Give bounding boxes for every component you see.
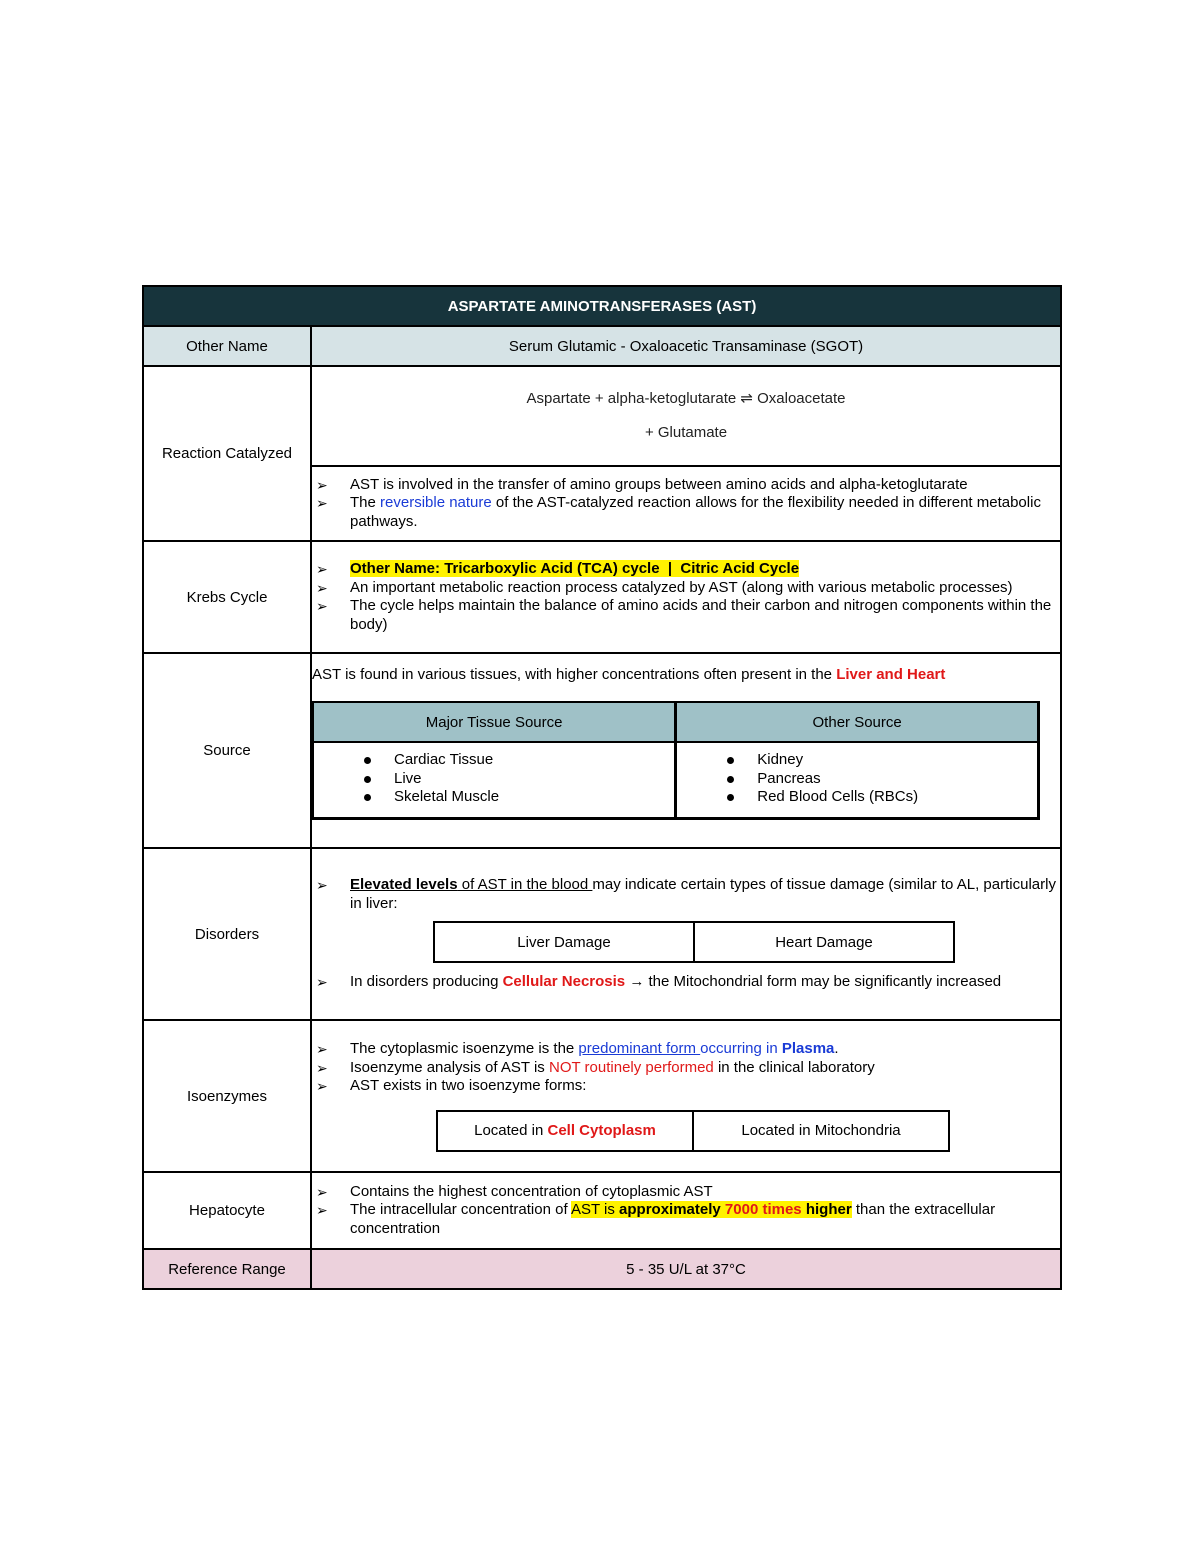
reversible-nature-text: reversible nature [380, 494, 492, 512]
hepatocyte-bullets [312, 1183, 1060, 1239]
reaction-label: Reaction Catalyzed [143, 366, 311, 541]
mitochondria-box: Located in Mitochondria [693, 1111, 949, 1151]
table-title: ASPARTATE AMINOTRANSFERASES (AST) [143, 286, 1061, 326]
equation-line-2: + Glutamate [644, 424, 728, 441]
reference-value: 5 - 35 U/L at 37°C [311, 1249, 1061, 1289]
list-item: ➢ The intracellular concentration of AST is approximately 7000 times higher than the extracellular concentration [350, 1201, 1060, 1238]
list-item: ➢ AST is involved in the transfer of amino groups between amino acids and alpha-ketoglutarate [350, 476, 1060, 495]
ast-document [142, 285, 1060, 1290]
other-name-row [143, 326, 1061, 366]
equation-line-1: Aspartate + alpha-ketoglutarate ⇌ Oxaloacetate [526, 390, 846, 407]
source-row [143, 653, 1061, 848]
source-content [311, 653, 1061, 848]
cytoplasm-box: Located in Cell Cytoplasm [437, 1111, 693, 1151]
krebs-content [311, 541, 1061, 653]
list-item: Red Blood Cells (RBCs) [757, 788, 1037, 807]
title-row [143, 286, 1061, 326]
reaction-equation [311, 366, 1061, 466]
list-item: Pancreas [757, 770, 1037, 789]
other-source-list [676, 742, 1039, 818]
liver-damage-box: Liver Damage [434, 922, 694, 962]
disorders-bullets [312, 876, 1060, 913]
isoenzymes-content [311, 1020, 1061, 1172]
krebs-row [143, 541, 1061, 653]
list-item: Kidney [757, 751, 1037, 770]
list-item: ➢ Elevated levels of AST in the blood may indicate certain types of tissue damage (similar to AL, particularly in liver: [350, 876, 1060, 913]
reaction-bullets [312, 476, 1060, 532]
not-routinely-text: NOT routinely performed [548, 1058, 714, 1076]
reaction-notes [311, 466, 1061, 541]
cell-cytoplasm-text: Cell Cytoplasm [547, 1122, 656, 1140]
list-item: Live [394, 770, 674, 789]
7000-times-text: 7000 times [724, 1201, 802, 1219]
hepatocyte-label: Hepatocyte [143, 1172, 311, 1249]
disorders-bullets-2 [312, 973, 1060, 992]
elevated-levels-text: Elevated levels [350, 876, 458, 894]
list-item: ➢ In disorders producing Cellular Necrosis → the Mitochondrial form may be significantly increased [350, 973, 1060, 992]
major-source-list [313, 742, 676, 818]
list-item: ➢ The cytoplasmic isoenzyme is the predominant form occurring in Plasma. [350, 1040, 1060, 1059]
isoenzyme-forms-boxes [436, 1110, 950, 1152]
other-source-header: Other Source [676, 702, 1039, 742]
other-name-value: Serum Glutamic - Oxaloacetic Transaminase (SGOT) [311, 326, 1061, 366]
source-intro: AST is found in various tissues, with higher concentrations often present in the Liver and Heart [312, 666, 946, 683]
isoenzymes-row [143, 1020, 1061, 1172]
liver-heart-text: Liver and Heart [836, 666, 946, 683]
cellular-necrosis-text: Cellular Necrosis [502, 973, 626, 991]
hepatocyte-content [311, 1172, 1061, 1249]
isoenzymes-bullets [312, 1040, 1060, 1096]
source-label: Source [143, 653, 311, 848]
list-item: ➢ An important metabolic reaction process catalyzed by AST (along with various metabolic processes) [350, 579, 1060, 598]
disorders-content [311, 848, 1061, 1020]
heart-damage-box: Heart Damage [694, 922, 954, 962]
list-item: ➢ The cycle helps maintain the balance of amino acids and their carbon and nitrogen components within the body) [350, 597, 1060, 634]
damage-boxes [433, 921, 955, 963]
reaction-row-1 [143, 366, 1061, 466]
list-item: Cardiac Tissue [394, 751, 674, 770]
krebs-other-name: Other Name: Tricarboxylic Acid (TCA) cycle | Citric Acid Cycle [350, 560, 800, 577]
isoenzymes-label: Isoenzymes [143, 1020, 311, 1172]
predominant-form-link[interactable]: predominant form [578, 1040, 701, 1058]
list-item: ➢ Contains the highest concentration of cytoplasmic AST [350, 1183, 1060, 1202]
hepatocyte-row [143, 1172, 1061, 1249]
krebs-label: Krebs Cycle [143, 541, 311, 653]
reference-row [143, 1249, 1061, 1289]
reference-label: Reference Range [143, 1249, 311, 1289]
list-item [350, 560, 1060, 579]
other-name-label: Other Name [143, 326, 311, 366]
major-source-header: Major Tissue Source [313, 702, 676, 742]
plasma-text: Plasma [781, 1040, 835, 1058]
list-item: Skeletal Muscle [394, 788, 674, 807]
krebs-bullets [312, 560, 1060, 634]
list-item: ➢ The reversible nature of the AST-catalyzed reaction allows for the flexibility needed in different metabolic pathways. [350, 494, 1060, 531]
tissue-source-table [312, 701, 1040, 820]
list-item: ➢ Isoenzyme analysis of AST is NOT routinely performed in the clinical laboratory [350, 1059, 1060, 1078]
disorders-label: Disorders [143, 848, 311, 1020]
disorders-row [143, 848, 1061, 1020]
list-item: ➢ AST exists in two isoenzyme forms: [350, 1077, 1060, 1096]
ast-table [142, 285, 1062, 1290]
